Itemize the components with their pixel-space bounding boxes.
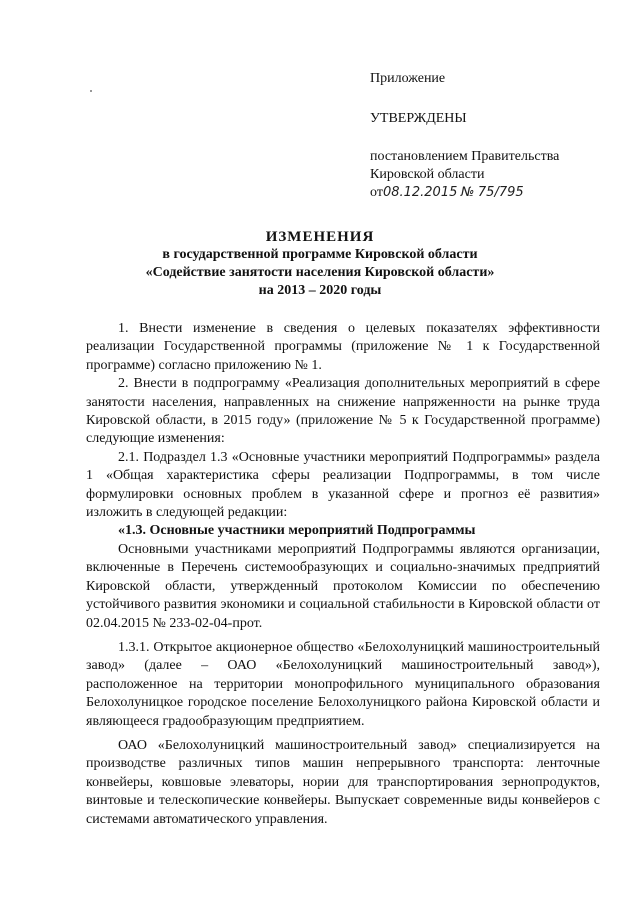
paragraph-participants: Основными участниками мероприятий Подпрограммы являются организации, включенные в Перечень системообразующих и социально-значимых предприятий Кировской области, утвержденный протоколом Комиссии по обеспечению устойчивого развития экономики и социальной стабильности в Кировской области от 02.04.2015 № 233-02-04-прот. <box>86 541 600 631</box>
document-title <box>0 228 640 300</box>
paragraph-company: ОАО «Белохолуницкий машиностроительный завод» специализируется на производстве различных типов машин непрерывного транспорта: ленточные конвейеры, ковшовые элеваторы, нории для транспортирования зернопродуктов, винтовые и телескопические конвейеры. Выпускает современные виды конвейеров с системами автоматического управления. <box>86 737 600 827</box>
scan-speck <box>90 90 92 92</box>
paragraph-2: 2. Внести в подпрограмму «Реализация дополнительных мероприятий в сфере занятости населения, направленных на снижение напряженности на рынке труда Кировской области, в 2015 году» (приложение № 5 к Государственной программе) следующие изменения: <box>86 376 600 447</box>
number-sign: № <box>460 185 475 200</box>
paragraph-1: 1. Внести изменение в сведения о целевых показателях эффективности реализации Государственной программы (приложение № 1 к Государственной программе) согласно приложению № 1. <box>86 321 600 373</box>
title-line-2: в государственной программе Кировской области <box>162 247 478 262</box>
title-main: ИЗМЕНЕНИЯ <box>265 229 375 245</box>
title-line-3: «Содействие занятости населения Кировской области» <box>145 265 495 280</box>
appendix-label: Приложение <box>370 71 446 86</box>
approved-label: УТВЕРЖДЕНЫ <box>370 111 467 126</box>
document-body <box>86 320 600 829</box>
paragraph-1-3-1: 1.3.1. Открытое акционерное общество «Белохолуницкий машиностроительный завод» (далее – ОАО «Белохолуницкий машиностроительный завод»), расположенное на территории монопрофильного муниципального образования Белохолуницкое городское поселение Белохолуницкого района Кировской области и являющееся градообразующим предприятием. <box>86 639 600 729</box>
paragraph-2-1: 2.1. Подраздел 1.3 «Основные участники мероприятий Подпрограммы» раздела 1 «Общая характеристика сферы реализации Подпрограммы, в том числе формулировки основных проблем в указанной сфере и прогноз её развития» изложить в следующей редакции: <box>86 449 600 521</box>
resolution-line: постановлением Правительства <box>370 149 560 164</box>
date-number-line <box>370 184 559 202</box>
handwritten-date: 08.12.2015 <box>382 185 458 200</box>
title-line-4: на 2013 – 2020 годы <box>258 283 382 298</box>
section-heading: «1.3. Основные участники мероприятий Подпрограммы <box>118 523 476 539</box>
approval-block <box>370 70 559 202</box>
region-line: Кировской области <box>370 167 485 182</box>
handwritten-number: 75/795 <box>477 185 524 200</box>
date-prefix: от <box>370 185 383 200</box>
